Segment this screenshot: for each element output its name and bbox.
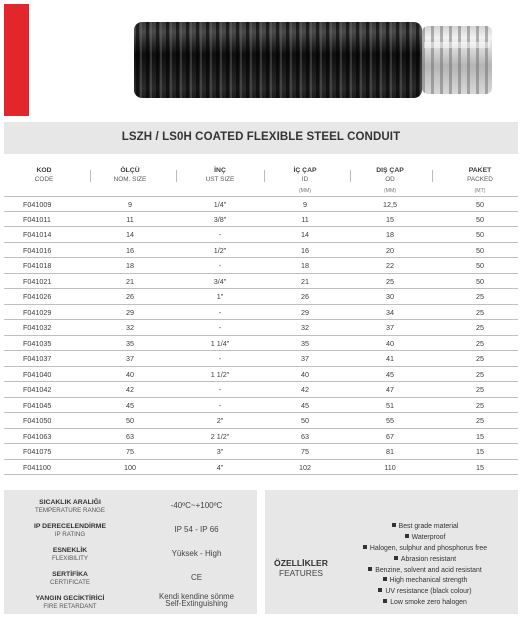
table-row: [4, 196, 518, 212]
cell-od: 47: [386, 385, 394, 394]
cell-code: F041021: [23, 276, 52, 286]
features-list: [335, 522, 515, 609]
cell-od: 41: [386, 354, 394, 363]
cell-code: F041035: [23, 338, 52, 348]
table-row: [4, 336, 518, 352]
cell-ust-size: -: [218, 307, 222, 317]
cell-code: F041040: [23, 369, 52, 379]
cell-id: 9: [303, 200, 307, 209]
cell-od: 45: [386, 369, 394, 379]
bullet-square-icon: [394, 556, 398, 560]
cell-nom-size: 45: [126, 400, 134, 410]
cell-od: 55: [386, 416, 394, 425]
cell-nom-size: 9: [128, 200, 132, 209]
property-value: CE: [190, 573, 203, 582]
cell-od: 51: [386, 400, 394, 410]
property-value: -40ºC~+100ºC: [170, 501, 223, 510]
feature-item: [335, 587, 515, 598]
feature-text: Halogen, sulphur and phosphorus free: [369, 544, 488, 552]
header-ust-size: İNÇ UST SIZE: [205, 167, 235, 183]
feature-text: Abrasion resistant: [400, 555, 457, 563]
cell-code: F041018: [23, 261, 52, 270]
cell-ust-size: 1/4": [213, 200, 227, 209]
table-header: [4, 160, 518, 196]
table-row: [4, 212, 518, 228]
cell-nom-size: 29: [126, 307, 134, 317]
bullet-square-icon: [378, 588, 382, 592]
cell-od: 12,5: [383, 200, 397, 209]
accent-red-bar: [4, 4, 29, 116]
bullet-square-icon: [383, 577, 387, 581]
property-label: ESNEKLİK FLEXIBILITY: [51, 547, 89, 562]
cell-packed: 50: [476, 214, 484, 224]
cell-code: F041009: [23, 200, 52, 209]
cell-packed: 25: [476, 354, 484, 363]
cell-od: 25: [386, 276, 394, 286]
table-row: [4, 460, 518, 476]
cell-packed: 15: [476, 462, 484, 472]
cell-nom-size: 21: [126, 276, 134, 286]
cell-id: 50: [301, 416, 309, 425]
cell-id: 35: [301, 338, 309, 348]
cell-code: F041037: [23, 354, 52, 363]
cell-id: 18: [301, 261, 309, 270]
cell-code: F041014: [23, 230, 52, 239]
cell-packed: 15: [476, 431, 484, 441]
bullet-square-icon: [405, 534, 409, 538]
header-nom-size: ÖLÇÜ NOM. SIZE: [113, 167, 147, 183]
property-row-fire-retardant: [4, 592, 257, 616]
table-row: [4, 398, 518, 414]
cell-od: 30: [386, 292, 394, 301]
cell-id: 37: [301, 354, 309, 363]
cell-ust-size: 2 1/2": [210, 431, 230, 441]
cell-ust-size: 4": [216, 462, 224, 472]
header-od: DIŞ ÇAP OD (MM): [376, 167, 404, 194]
cell-packed: 25: [476, 292, 484, 301]
cell-id: 26: [301, 292, 309, 301]
header-packed: PAKET PACKED (MT): [467, 167, 493, 194]
title-band: [4, 122, 518, 154]
table-row: [4, 367, 518, 383]
cell-id: 21: [301, 276, 309, 286]
bullet-square-icon: [368, 567, 372, 571]
cell-od: 22: [386, 261, 394, 270]
table-row: [4, 289, 518, 305]
cell-ust-size: 2": [216, 416, 224, 425]
feature-item: [335, 598, 515, 609]
cell-code: F041045: [23, 400, 52, 410]
cell-ust-size: 3/4": [213, 276, 227, 286]
cell-packed: 25: [476, 323, 484, 332]
cell-packed: 50: [476, 200, 484, 209]
cell-nom-size: 42: [126, 385, 134, 394]
cell-od: 18: [386, 230, 394, 239]
cell-nom-size: 75: [126, 447, 134, 456]
property-value: Yüksek - High: [171, 549, 222, 558]
table-row: [4, 320, 518, 336]
feature-text: Waterproof: [411, 533, 446, 541]
property-row-ip-rating: [4, 520, 257, 544]
property-row-certificate: [4, 568, 257, 592]
cell-od: 37: [386, 323, 394, 332]
property-label: SERTİFİKA CERTIFICATE: [50, 571, 90, 586]
property-value: Kendi kendine sönme Self-Extinguishing: [159, 592, 234, 608]
cell-nom-size: 37: [126, 354, 134, 363]
cell-nom-size: 100: [124, 462, 136, 472]
bullet-square-icon: [363, 545, 367, 549]
table-row: [4, 382, 518, 398]
property-label: IP DERECELENDİRME IP RATING: [33, 523, 106, 538]
features-label: ÖZELLİKLER FEATURES: [274, 558, 328, 578]
cell-ust-size: 1 1/4": [210, 338, 230, 348]
cell-id: 75: [301, 447, 309, 456]
cell-packed: 15: [476, 447, 484, 456]
cell-code: F041050: [23, 416, 52, 425]
table-row: [4, 413, 518, 429]
cell-packed: 25: [476, 369, 484, 379]
feature-item: [335, 566, 515, 577]
conduit-illustration: [29, 4, 518, 116]
cell-nom-size: 16: [126, 245, 134, 255]
cell-id: 63: [301, 431, 309, 441]
spec-table: [4, 160, 518, 475]
cell-nom-size: 35: [126, 338, 134, 348]
header-code: KOD CODE: [34, 167, 54, 183]
cell-ust-size: -: [218, 323, 222, 332]
table-row: [4, 227, 518, 243]
cell-id: 102: [299, 462, 311, 472]
table-body: [4, 196, 518, 475]
bullet-square-icon: [383, 599, 387, 603]
feature-item: [335, 576, 515, 587]
cell-ust-size: -: [218, 261, 222, 270]
cell-code: F041029: [23, 307, 52, 317]
cell-nom-size: 50: [126, 416, 134, 425]
feature-text: Best grade material: [398, 523, 459, 530]
feature-text: High mechanical strength: [389, 577, 468, 585]
cell-ust-size: 1 1/2": [210, 369, 230, 379]
table-row: [4, 351, 518, 367]
cell-packed: 25: [476, 385, 484, 394]
feature-text: Benzine, solvent and acid resistant: [375, 566, 482, 574]
cell-packed: 25: [476, 400, 484, 410]
feature-text: UV resistance (black colour): [385, 588, 472, 596]
cell-od: 20: [386, 245, 394, 255]
table-row: [4, 258, 518, 274]
cell-ust-size: -: [218, 385, 222, 394]
property-row-flexibility: [4, 544, 257, 568]
cell-packed: 50: [476, 276, 484, 286]
table-row: [4, 243, 518, 259]
cell-nom-size: 11: [126, 214, 134, 224]
cell-nom-size: 14: [126, 230, 134, 239]
cell-id: 16: [301, 245, 309, 255]
cell-id: 32: [301, 323, 309, 332]
cell-code: F041026: [23, 292, 52, 301]
cell-ust-size: -: [218, 230, 222, 239]
cell-nom-size: 26: [126, 292, 134, 301]
cell-ust-size: -: [218, 400, 222, 410]
page-title: LSZH / LS0H COATED FLEXIBLE STEEL CONDUIT: [121, 131, 401, 143]
cell-od: 67: [386, 431, 394, 441]
cell-packed: 25: [476, 338, 484, 348]
cell-code: F041075: [23, 447, 52, 456]
cell-od: 110: [384, 462, 396, 472]
cell-id: 40: [301, 369, 309, 379]
cell-od: 40: [386, 338, 394, 348]
cell-packed: 50: [476, 230, 484, 239]
properties-panel: [4, 490, 257, 614]
table-row: [4, 305, 518, 321]
cell-packed: 25: [476, 307, 484, 317]
cell-code: F041016: [23, 245, 52, 255]
property-row-temperature: [4, 496, 257, 520]
property-label: YANGIN GECİKTİRİCİ FIRE RETARDANT: [35, 595, 105, 610]
cell-code: F041011: [23, 214, 51, 224]
table-row: [4, 444, 518, 460]
features-panel: [265, 490, 518, 614]
feature-item: [335, 555, 515, 566]
cell-packed: 25: [476, 416, 484, 425]
property-value: IP 54 - IP 66: [174, 525, 219, 534]
header-id: İÇ ÇAP ID (MM): [293, 167, 317, 194]
cell-packed: 50: [476, 245, 484, 255]
cell-code: F041100: [23, 462, 51, 472]
table-row: [4, 274, 518, 290]
cell-id: 14: [301, 230, 309, 239]
feature-item: [335, 544, 515, 555]
conduit-product-image: [29, 4, 518, 116]
property-label: SICAKLIK ARALIĞI TEMPERATURE RANGE: [34, 499, 106, 514]
cell-ust-size: 3": [216, 447, 224, 456]
cell-packed: 50: [476, 261, 484, 270]
cell-od: 15: [386, 214, 394, 224]
cell-id: 29: [301, 307, 309, 317]
cell-ust-size: 3/8": [213, 214, 227, 224]
cell-id: 42: [301, 385, 309, 394]
cell-code: F041063: [23, 431, 52, 441]
bullet-square-icon: [392, 523, 396, 527]
cell-od: 81: [386, 447, 394, 456]
cell-nom-size: 63: [126, 431, 134, 441]
cell-nom-size: 32: [126, 323, 134, 332]
cell-ust-size: 1": [216, 292, 224, 301]
feature-item: [335, 533, 515, 544]
cell-id: 11: [301, 214, 309, 224]
cell-id: 45: [301, 400, 309, 410]
cell-od: 34: [386, 307, 394, 317]
cell-nom-size: 40: [126, 369, 134, 379]
cell-nom-size: 18: [126, 261, 134, 270]
cell-code: F041032: [23, 323, 52, 332]
cell-code: F041042: [23, 385, 52, 394]
product-banner: [4, 4, 518, 116]
feature-text: Low smoke zero halogen: [390, 599, 467, 607]
table-row: [4, 429, 518, 445]
cell-ust-size: 1/2": [213, 245, 227, 255]
cell-ust-size: -: [218, 354, 222, 363]
feature-item: [335, 522, 515, 533]
